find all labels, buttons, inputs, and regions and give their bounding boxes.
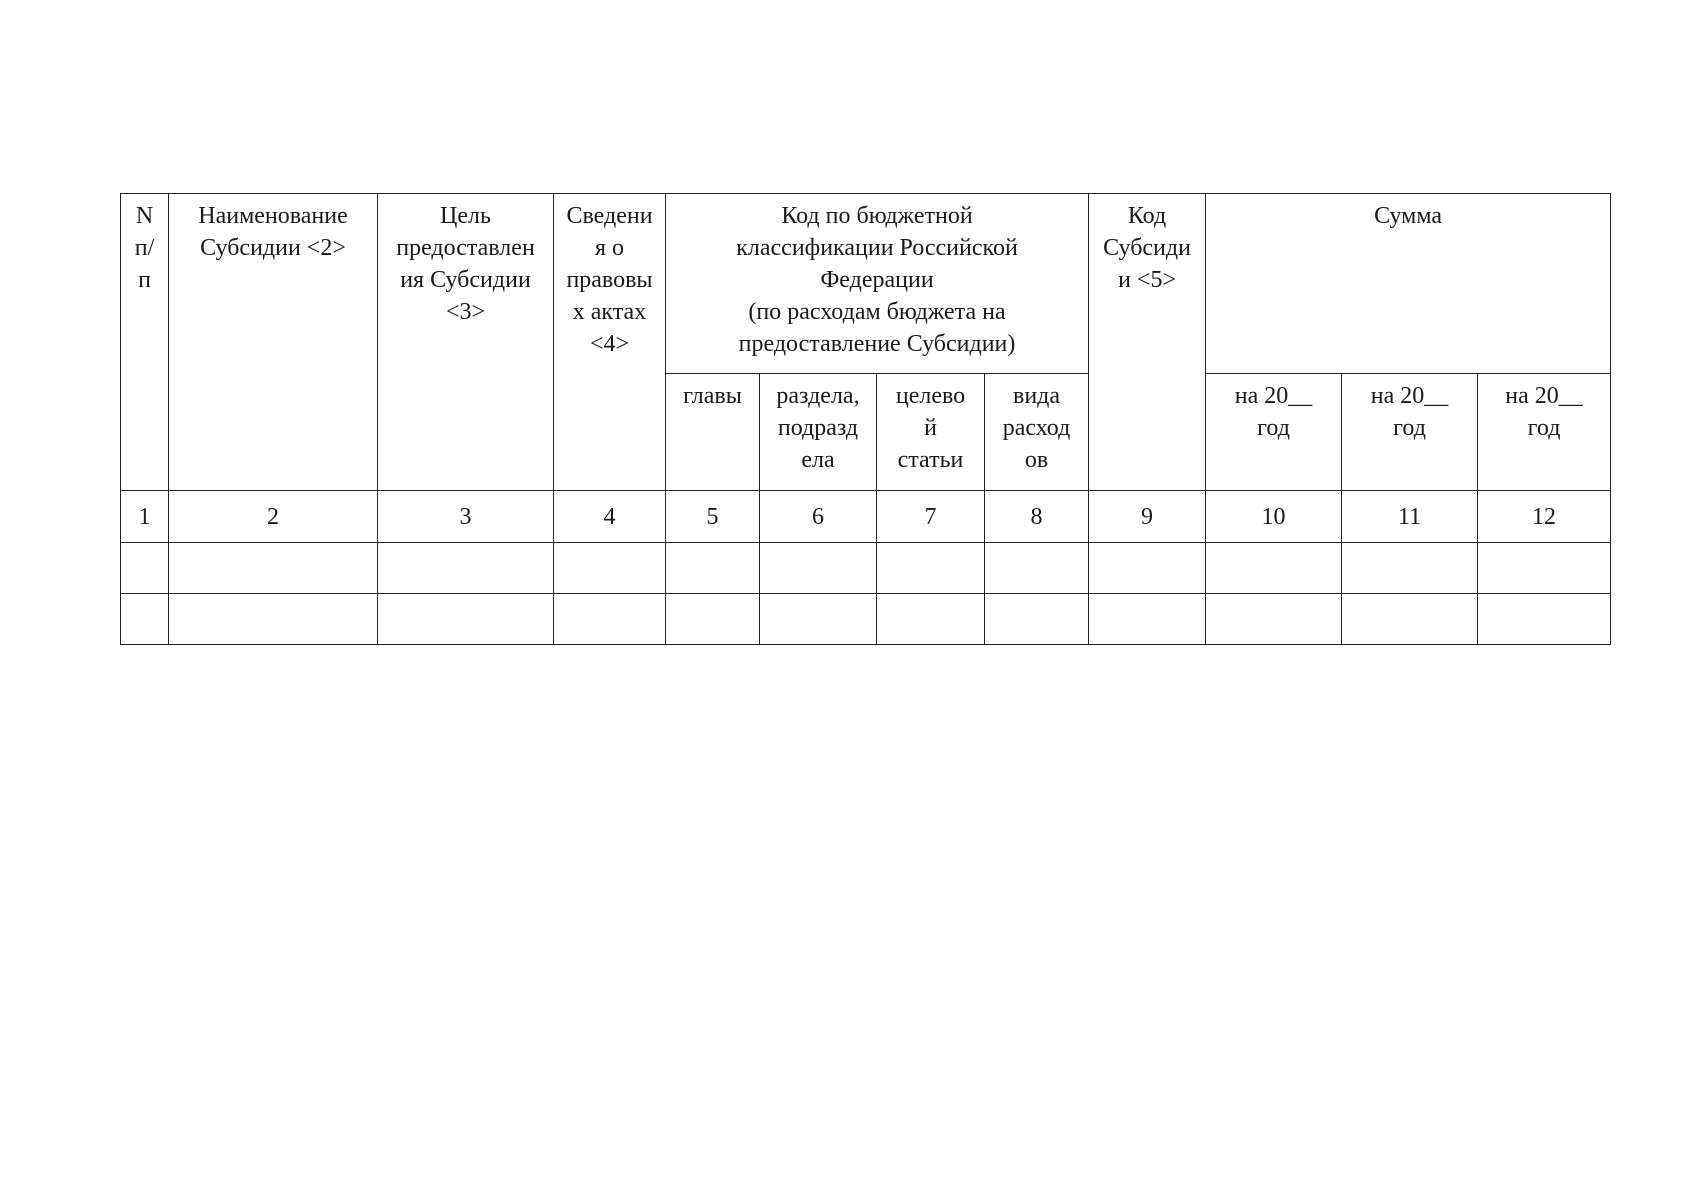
header-expense-kind: вида расход ов xyxy=(985,374,1089,491)
column-number: 12 xyxy=(1478,491,1611,543)
header-target-article: целево й статьи xyxy=(877,374,985,491)
column-number: 4 xyxy=(554,491,666,543)
column-number: 1 xyxy=(121,491,169,543)
header-subsidy-name: Наименование Субсидии <2> xyxy=(169,194,378,491)
column-number-row xyxy=(121,491,1611,543)
header-number: N п/ п xyxy=(121,194,169,491)
header-section: раздела, подразд ела xyxy=(760,374,877,491)
empty-cell xyxy=(1342,594,1478,645)
table-row xyxy=(121,543,1611,594)
header-subsidy-goal: Цель предоставлен ия Субсидии <3> xyxy=(378,194,554,491)
empty-cell xyxy=(985,594,1089,645)
column-number: 7 xyxy=(877,491,985,543)
empty-cell xyxy=(877,594,985,645)
header-subsidy-code: Код Субсиди и <5> xyxy=(1089,194,1206,491)
empty-cell xyxy=(1478,594,1611,645)
empty-cell xyxy=(1478,543,1611,594)
empty-cell xyxy=(554,543,666,594)
header-chapter: главы xyxy=(666,374,760,491)
empty-cell xyxy=(760,543,877,594)
empty-cell xyxy=(554,594,666,645)
column-number: 10 xyxy=(1206,491,1342,543)
empty-cell xyxy=(121,594,169,645)
subsidy-table xyxy=(120,193,1611,645)
column-number: 3 xyxy=(378,491,554,543)
header-year-3: на 20__ год xyxy=(1478,374,1611,491)
table-row xyxy=(121,594,1611,645)
empty-cell xyxy=(169,543,378,594)
empty-cell xyxy=(169,594,378,645)
header-sum: Сумма xyxy=(1206,194,1611,374)
empty-cell xyxy=(666,543,760,594)
header-year-2: на 20__ год xyxy=(1342,374,1478,491)
empty-cell xyxy=(877,543,985,594)
column-number: 6 xyxy=(760,491,877,543)
header-budget-classification: Код по бюджетной классификации Российской Федерации (по расходам бюджета на предоставление Субсидии) xyxy=(666,194,1089,374)
column-number: 9 xyxy=(1089,491,1206,543)
column-number: 11 xyxy=(1342,491,1478,543)
header-legal-acts: Сведени я о правовы х актах <4> xyxy=(554,194,666,491)
empty-cell xyxy=(1206,594,1342,645)
header-row-top xyxy=(121,194,1611,374)
empty-cell xyxy=(666,594,760,645)
empty-cell xyxy=(1206,543,1342,594)
empty-cell xyxy=(378,594,554,645)
empty-cell xyxy=(1342,543,1478,594)
column-number: 8 xyxy=(985,491,1089,543)
empty-cell xyxy=(985,543,1089,594)
column-number: 2 xyxy=(169,491,378,543)
column-number: 5 xyxy=(666,491,760,543)
empty-cell xyxy=(760,594,877,645)
empty-cell xyxy=(121,543,169,594)
empty-cell xyxy=(1089,543,1206,594)
header-year-1: на 20__ год xyxy=(1206,374,1342,491)
empty-cell xyxy=(378,543,554,594)
empty-cell xyxy=(1089,594,1206,645)
